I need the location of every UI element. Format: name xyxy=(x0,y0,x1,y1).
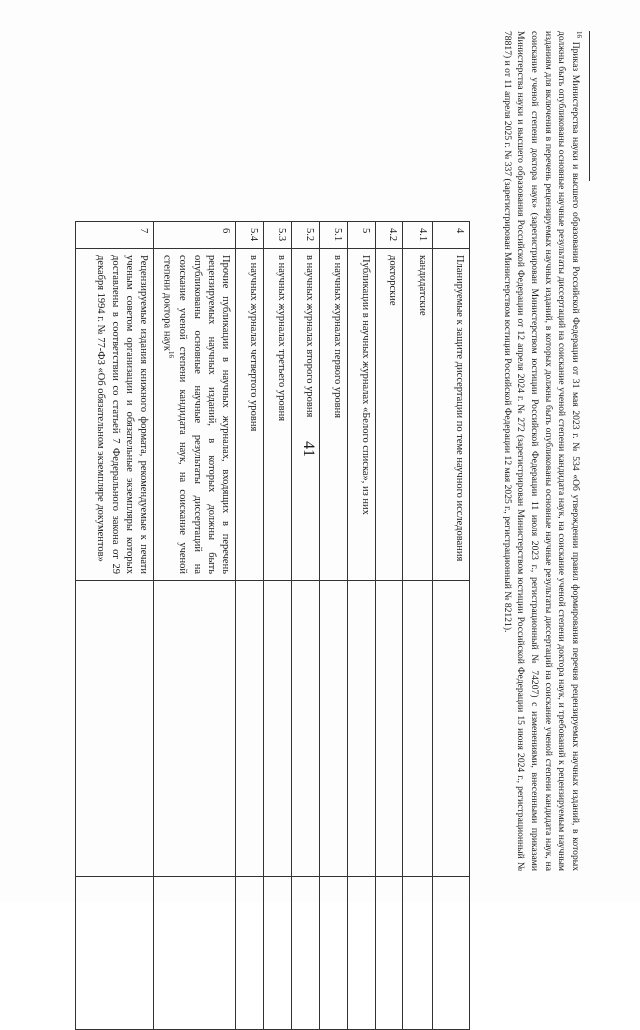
value-cell xyxy=(154,877,236,1030)
table-row xyxy=(376,222,403,1030)
row-number: 4.2 xyxy=(376,222,403,249)
page-number: 41 xyxy=(300,441,317,457)
row-label: докторские xyxy=(376,249,403,581)
row-label: в научных журналах четвертого уровня xyxy=(236,249,264,581)
value-cell xyxy=(264,877,292,1030)
row-label-text: Прочие публикации в научных журналах, входящих в перечень рецензируемых научных изданий, в которых должны быть опубликованы основные научные результаты диссертаций на соискание ученой степени кандидата наук, на соискание ученой степени доктора наук xyxy=(161,255,231,574)
value-cell xyxy=(292,581,320,877)
value-cell xyxy=(76,581,154,877)
table-row xyxy=(433,222,470,1030)
value-cell xyxy=(264,581,292,877)
row-number: 7 xyxy=(76,222,154,249)
value-cell xyxy=(236,581,264,877)
value-cell xyxy=(433,877,470,1030)
value-cell xyxy=(348,581,376,877)
row-label: Публикации в научных журналах «Белого списка», из них xyxy=(348,249,376,581)
footnote-divider xyxy=(589,31,590,181)
table-row xyxy=(264,222,292,1030)
row-number: 5.3 xyxy=(264,222,292,249)
value-cell xyxy=(292,877,320,1030)
row-number: 5 xyxy=(348,222,376,249)
row-label: Планируемые к защите диссертации по теме научного исследования xyxy=(433,249,470,581)
value-cell xyxy=(236,877,264,1030)
row-number: 5.4 xyxy=(236,222,264,249)
row-label: в научных журналах третьего уровня xyxy=(264,249,292,581)
value-cell xyxy=(403,877,433,1030)
table-row xyxy=(320,222,348,1030)
row-number: 4.1 xyxy=(403,222,433,249)
value-cell xyxy=(76,877,154,1030)
value-cell xyxy=(154,581,236,877)
table-row xyxy=(403,222,433,1030)
value-cell xyxy=(376,581,403,877)
footnote-text: Приказ Министерства науки и высшего образования Российской Федерации от 31 мая 2023 г. № 534 «Об утверждении правил формирования перечня рецензируемых научных изданий, в которых должны быть опубликованы основные научные результаты диссертаций на соискание ученой степени кандидата наук, на соискание ученой степени доктора наук, и требований к рецензируемым научным изданиям для включения в перечень рецензируемых научных изданий, в которых должны быть опубликованы основные научные результаты диссертаций на соискание ученой степени кандидата наук, на соискание ученой степени доктора наук» (зарегистрирован Министерством юстиции Российской Федерации 11 июля 2023 г., регистрационный № 74207) с изменениями, внесенными приказами Министерства науки и высшего образования Российской Федерации от 12 апреля 2024 г. № 272 (зарегистрирован Министерством юстиции Российской Федерации 15 июня 2024 г., регистрационный № 78817) и от 11 апреля 2025 г. № 337 (зарегистрирован Министерством юстиции Российской Федерации 12 мая 2025 г., регистрационный № 82121). xyxy=(501,31,581,871)
footnote-reference: 16 xyxy=(167,350,176,358)
table-row xyxy=(154,222,236,1030)
value-cell xyxy=(376,877,403,1030)
value-cell xyxy=(403,581,433,877)
table-row xyxy=(76,222,154,1030)
value-cell xyxy=(320,877,348,1030)
table-row xyxy=(348,222,376,1030)
table-row xyxy=(236,222,264,1030)
value-cell xyxy=(433,581,470,877)
row-label: в научных журналах второго уровня xyxy=(292,249,320,581)
indicator-table xyxy=(76,221,470,1029)
row-label: кандидатские xyxy=(403,249,433,581)
row-label xyxy=(154,249,236,581)
value-cell xyxy=(348,877,376,1030)
row-label: в научных журналах первого уровня xyxy=(320,249,348,581)
row-label: Рецензируемые издания книжного формата, рекомендуемые к печати ученым советом организации и обязательные экземпляры которых доставлены в соответствии со статьей 7 Федерального закона от 29 декабря 1994 г. № 77-ФЗ «Об обязательном экземпляре документов» xyxy=(76,249,154,581)
footnote xyxy=(480,31,590,871)
row-number: 4 xyxy=(433,222,470,249)
row-number: 5.2 xyxy=(292,222,320,249)
row-number: 6 xyxy=(154,222,236,249)
footnote-body xyxy=(500,31,583,871)
row-number: 5.1 xyxy=(320,222,348,249)
value-cell xyxy=(320,581,348,877)
table-row xyxy=(292,222,320,1030)
footnote-marker: 16 xyxy=(575,31,583,38)
